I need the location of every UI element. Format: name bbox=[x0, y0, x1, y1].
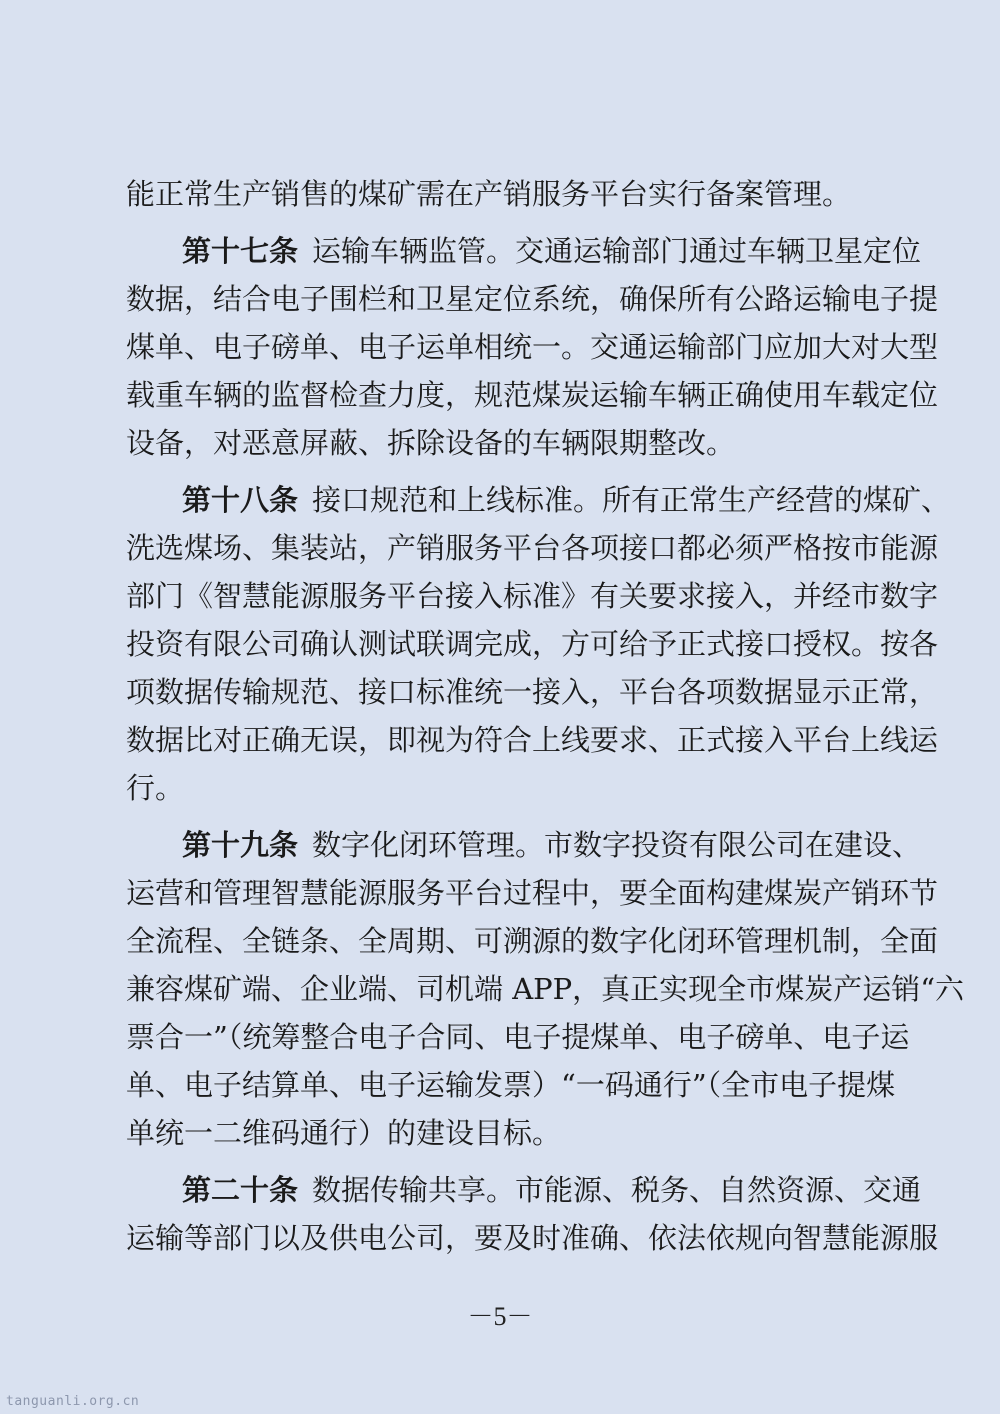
article-line: 全流程、全链条、全周期、可溯源的数字化闭环管理机制，全面 bbox=[126, 924, 939, 958]
document-body bbox=[126, 170, 965, 1262]
article-line: 单统一二维码通行）的建设目标。 bbox=[126, 1116, 562, 1150]
article-20 bbox=[126, 1166, 939, 1262]
article-line: 数据，结合电子围栏和卫星定位系统，确保所有公路运输电子提 bbox=[126, 282, 939, 316]
article-first-line bbox=[126, 227, 922, 275]
article-line: 投资有限公司确认测试联调完成，方可给予正式接口授权。按各 bbox=[126, 627, 939, 661]
article-18 bbox=[126, 476, 951, 812]
article-line: 数据比对正确无误，即视为符合上线要求、正式接入平台上线运 bbox=[126, 723, 939, 757]
article-line: 兼容煤矿端、企业端、司机端 APP，真正实现全市煤炭产运销“六 bbox=[126, 972, 965, 1006]
article-line: 单、电子结算单、电子运输发票）“一码通行”（全市电子提煤 bbox=[126, 1068, 896, 1102]
article-line: 设备，对恶意屏蔽、拆除设备的车辆限期整改。 bbox=[126, 426, 736, 460]
article-heading: 第十八条 bbox=[182, 483, 299, 517]
article-first-line bbox=[126, 821, 922, 869]
article-17 bbox=[126, 227, 939, 467]
watermark: tanguanli.org.cn bbox=[6, 1394, 140, 1409]
article-line: 载重车辆的监督检查力度，规范煤炭运输车辆正确使用车载定位 bbox=[126, 378, 939, 412]
article-line: 洗选煤场、集装站，产销服务平台各项接口都必须严格按市能源 bbox=[126, 531, 939, 565]
page-number: －5－ bbox=[467, 1302, 533, 1331]
article-heading: 第二十条 bbox=[182, 1173, 299, 1207]
article-text: 数字化闭环管理。市数字投资有限公司在建设、 bbox=[312, 828, 922, 862]
article-line: 票合一”（统筹整合电子合同、电子提煤单、电子磅单、电子运 bbox=[126, 1020, 910, 1054]
article-line: 行。 bbox=[126, 771, 185, 805]
article-text: 运输车辆监管。交通运输部门通过车辆卫星定位 bbox=[312, 234, 922, 268]
article-text: 接口规范和上线标准。所有正常生产经营的煤矿、 bbox=[312, 483, 951, 517]
article-line: 煤单、电子磅单、电子运单相统一。交通运输部门应加大对大型 bbox=[126, 330, 939, 364]
article-line: 部门《智慧能源服务平台接入标准》有关要求接入，并经市数字 bbox=[126, 579, 939, 613]
article-line: 运输等部门以及供电公司，要及时准确、依法依规向智慧能源服 bbox=[126, 1221, 939, 1255]
article-first-line bbox=[126, 1166, 922, 1214]
article-first-line bbox=[126, 476, 951, 524]
article-heading: 第十九条 bbox=[182, 828, 299, 862]
article-text: 数据传输共享。市能源、税务、自然资源、交通 bbox=[312, 1173, 922, 1207]
continuation-line: 能正常生产销售的煤矿需在产销服务平台实行备案管理。 bbox=[126, 177, 852, 211]
article-line: 项数据传输规范、接口标准统一接入，平台各项数据显示正常， bbox=[126, 675, 939, 709]
article-heading: 第十七条 bbox=[182, 234, 299, 268]
article-19 bbox=[126, 821, 965, 1157]
article-line: 运营和管理智慧能源服务平台过程中，要全面构建煤炭产销环节 bbox=[126, 876, 939, 910]
